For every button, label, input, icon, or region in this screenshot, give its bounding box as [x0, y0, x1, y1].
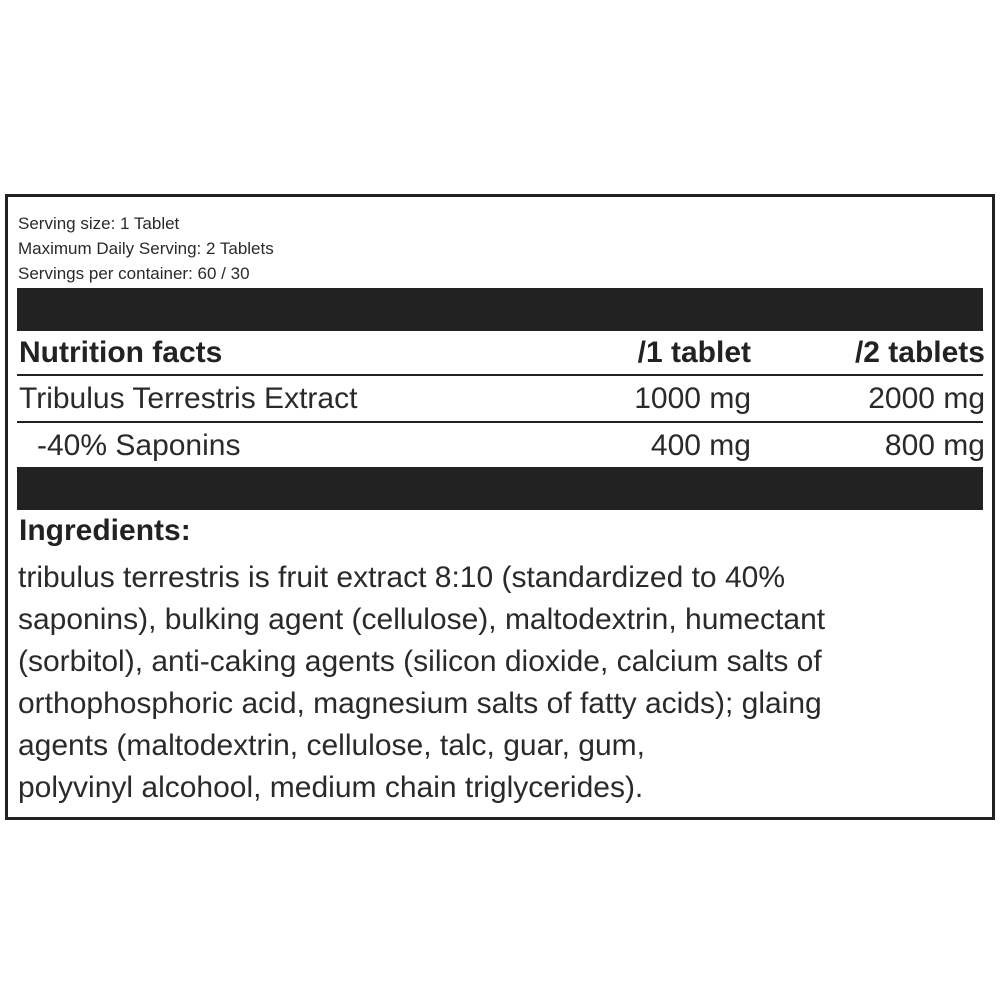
ingredients-line: saponins), bulking agent (cellulose), maltodextrin, humectant: [18, 603, 826, 636]
ingredient-name: -40% Saponins: [37, 429, 241, 462]
two-tablets-header: /2 tablets: [854, 336, 985, 369]
facts-header-label: Nutrition facts: [19, 336, 223, 369]
ingredients-line: agents (maltodextrin, cellulose, talc, guar, gum,: [18, 729, 645, 762]
ingredients-line: (sorbitol), anti-caking agents (silicon dioxide, calcium salts of: [18, 645, 822, 678]
ingredient-name: Tribulus Terrestris Extract: [19, 382, 358, 415]
ingredients-text: [18, 557, 918, 809]
servings-per-container: Servings per container: 60 / 30: [18, 264, 250, 283]
ingredients-title: Ingredients:: [19, 514, 191, 547]
top-divider-bar: [17, 288, 983, 331]
table-row: [17, 426, 983, 470]
row-divider: [17, 421, 983, 423]
ingredients-line: polyvinyl alcohool, medium chain triglycerides).: [18, 771, 644, 804]
one-tablet-amount: 1000 mg: [634, 382, 751, 415]
serving-size: Serving size: 1 Tablet: [18, 214, 180, 233]
nutrition-label-panel: [5, 194, 995, 820]
one-tablet-header: /1 tablet: [637, 336, 751, 369]
ingredients-line: tribulus terrestris is fruit extract 8:10 (standardized to 40%: [18, 561, 785, 594]
one-tablet-amount: 400 mg: [650, 429, 751, 462]
bottom-divider-bar: [17, 467, 983, 510]
serving-info: [18, 211, 274, 286]
max-daily-serving: Maximum Daily Serving: 2 Tablets: [18, 239, 274, 258]
table-row: [17, 379, 983, 423]
facts-header-row: [17, 333, 983, 377]
ingredients-line: orthophosphoric acid, magnesium salts of fatty acids); glaing: [18, 687, 822, 720]
row-divider: [17, 374, 983, 376]
two-tablets-amount: 800 mg: [884, 429, 985, 462]
two-tablets-amount: 2000 mg: [868, 382, 985, 415]
